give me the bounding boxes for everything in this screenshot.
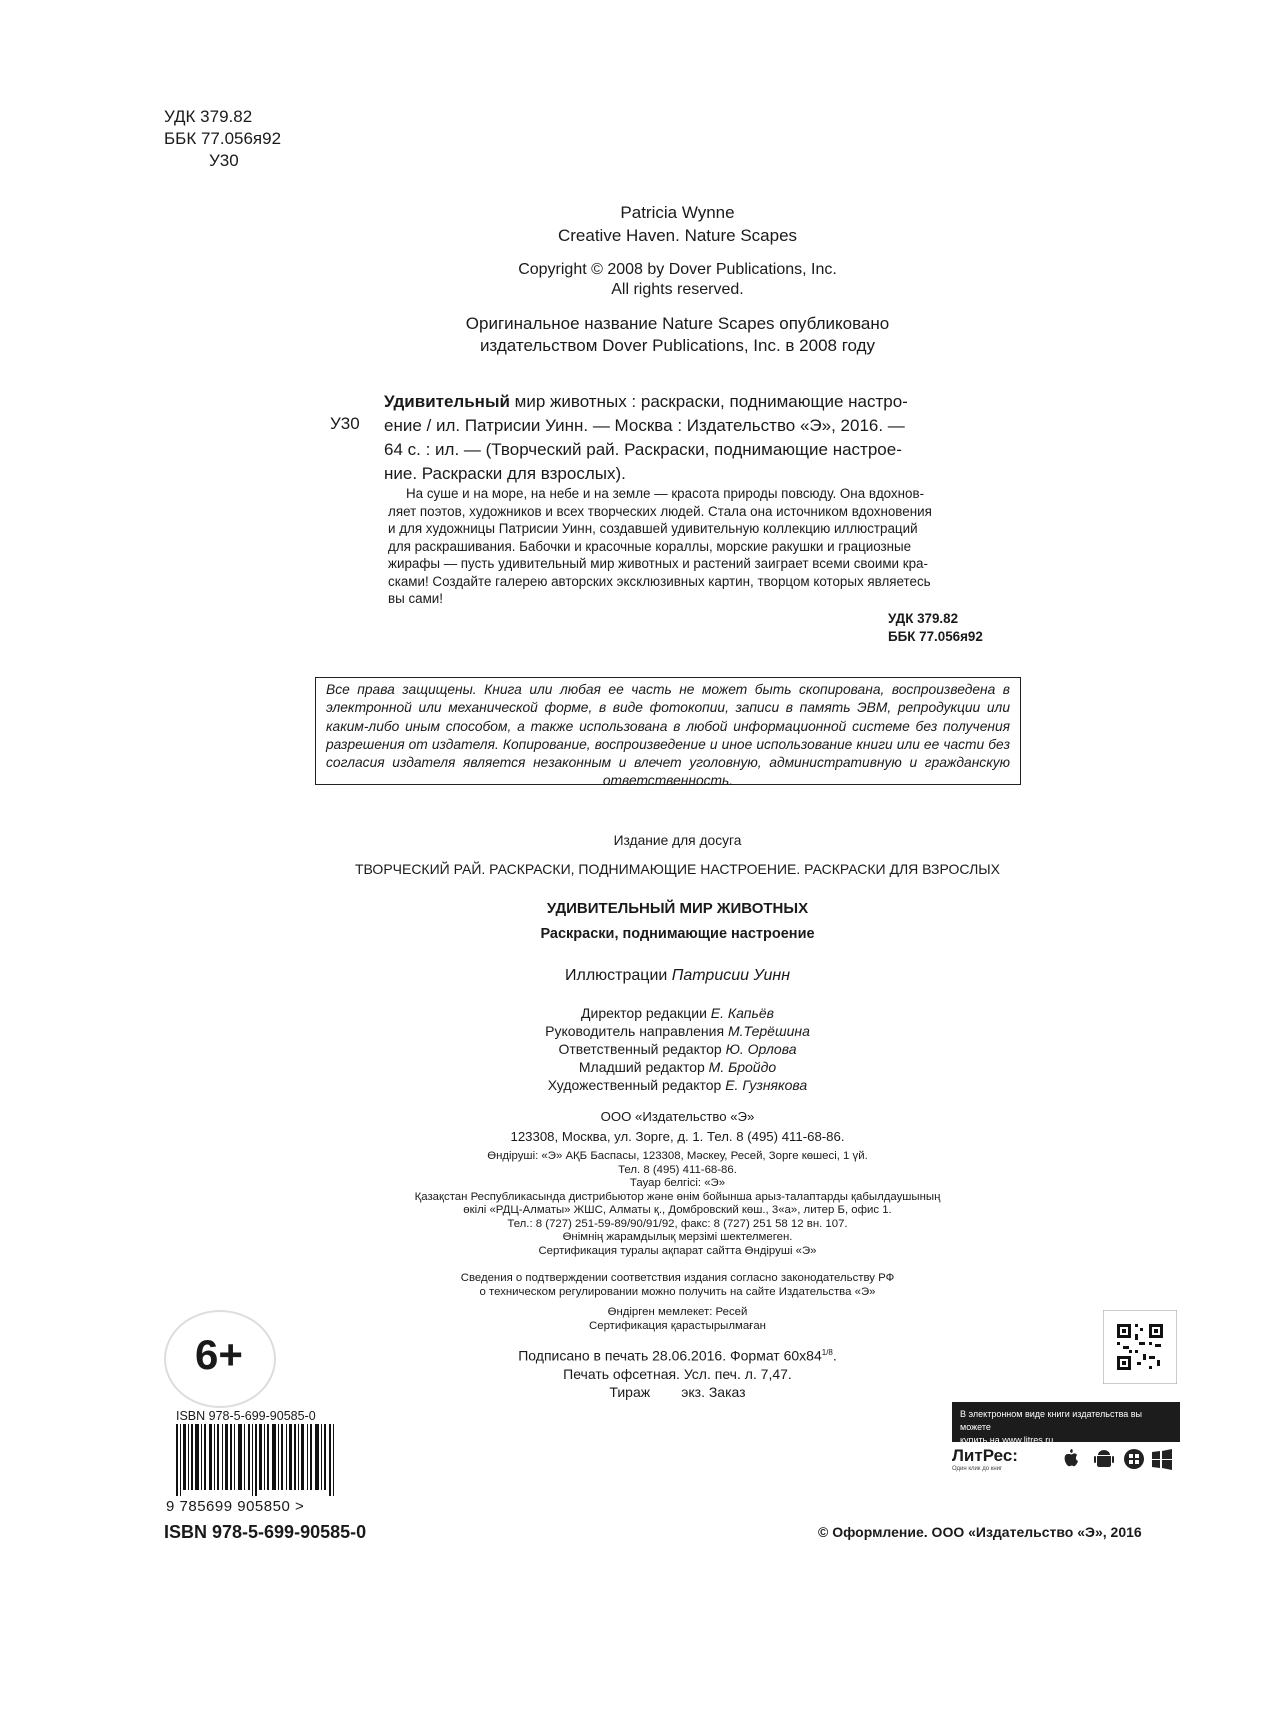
windows-phone-icon <box>1124 1449 1144 1469</box>
conformity-line: Сведения о подтверждении соответствия издания согласно законодательству РФ <box>460 1272 895 1284</box>
annotation <box>388 485 1006 608</box>
staff-name: Ю. Орлова <box>725 1041 797 1057</box>
kz-line: Тауар белгісі: «Э» <box>629 1177 726 1189</box>
annotation-line: вы сами! <box>388 591 444 606</box>
book-title: УДИВИТЕЛЬНЫЙ МИР ЖИВОТНЫХ <box>546 900 809 917</box>
original-author: Patricia Wynne <box>620 203 735 222</box>
print-line: Тираж экз. Заказ <box>609 1383 746 1400</box>
annotation-udk: УДК 379.82 <box>888 611 959 626</box>
kz-line: Сертификация туралы ақпарат сайтта Өндіруші «Э» <box>538 1244 817 1257</box>
design-copyright: © Оформление. ООО «Издательство «Э», 2016 <box>818 1524 1142 1540</box>
staff-name: М.Терёшина <box>727 1023 810 1039</box>
annotation-line: и для художницы Патрисии Уинн, создавшей удивительную коллекцию иллюстраций <box>388 521 918 536</box>
isbn-big: ISBN 978-5-699-90585-0 <box>164 1522 367 1542</box>
litres-promo <box>952 1402 1180 1445</box>
illustrations-label: Иллюстрации <box>564 967 668 984</box>
kz-line: Өндіруші: «Э» АҚБ Баспасы, 123308, Мәскеу, Ресей, Зорге көшесі, 1 үй. <box>487 1150 868 1162</box>
staff-line <box>0 1004 1270 1022</box>
barcode-icon <box>176 1424 336 1496</box>
staff-role: Художественный редактор <box>547 1077 722 1093</box>
kz-line: Өнімнің жарамдылық мерзімі шектелмеген. <box>562 1231 793 1243</box>
bib-line-3: 64 с. : ил. — (Творческий рай. Раскраски, поднимающие настрое- <box>384 440 902 459</box>
staff-name: Е. Гузнякова <box>725 1077 808 1093</box>
apple-icon <box>1065 1449 1078 1466</box>
kz-info <box>0 1150 1270 1258</box>
staff-line <box>0 1058 1270 1076</box>
kz-line: Тел. 8 (495) 411-68-86. <box>618 1163 737 1176</box>
bib-title-bold: Удивительный <box>384 392 510 411</box>
kz-line: Қазақстан Республикасында дистрибьютор және өнім бойынша арыз-талаптарды қабылдаушының <box>414 1190 941 1203</box>
annotation-index <box>888 610 983 646</box>
staff-role: Директор редакции <box>581 1005 707 1021</box>
annotation-bbk: ББК 77.056я92 <box>888 629 983 644</box>
staff-role: Ответственный редактор <box>558 1041 722 1057</box>
litres-promo-line-1: В электронном виде книги издательства вы можете <box>960 1409 1143 1432</box>
edition-type: Издание для досуга <box>613 833 742 848</box>
publisher-address: 123308, Москва, ул. Зорге, д. 1. Тел. 8 (495) 411-68-86. <box>510 1129 845 1144</box>
original-copyright: Copyright © 2008 by Dover Publications, Inc. <box>518 261 837 278</box>
conformity-info <box>0 1272 1270 1299</box>
book-subtitle: Раскраски, поднимающие настроение <box>540 926 815 942</box>
litres-promo-line-2: купить на www.litres.ru <box>960 1435 1054 1445</box>
bbk-code: ББК 77.056я92 <box>164 129 282 148</box>
udk-block-top <box>164 106 281 172</box>
litres-tagline: Один клик до книг <box>952 1466 1003 1472</box>
origin-line: Сертификация қарастырылмаған <box>589 1319 766 1332</box>
annotation-line: ляет поэтов, художников и всех творческих людей. Стала она источником вдохновения <box>388 503 932 519</box>
age-rating: 6+ <box>195 1331 243 1378</box>
staff-line <box>0 1040 1270 1058</box>
illustrations-credit <box>0 967 1270 985</box>
staff-credits <box>0 1004 1270 1094</box>
origin-line: Өндірген мемлекет: Ресей <box>607 1306 748 1318</box>
staff-line <box>0 1076 1270 1094</box>
staff-name: М. Бройдо <box>708 1059 777 1075</box>
original-name-line-2: издательством Dover Publications, Inc. в 2008 году <box>479 336 876 355</box>
bib-line-2: ение / ил. Патрисии Уинн. — Москва : Издательство «Э», 2016. — <box>384 416 905 435</box>
windows-icon <box>1152 1449 1172 1470</box>
annotation-line: для раскрашивания. Бабочки и красочные кораллы, морские ракушки и грациозные <box>388 538 912 554</box>
illustrations-name: Патрисии Уинн <box>671 967 791 984</box>
conformity-line: о техническом регулировании можно получить на сайте Издательства «Э» <box>479 1285 876 1298</box>
staff-name: Е. Капьёв <box>710 1005 774 1021</box>
staff-role: Руководитель направления <box>545 1023 725 1039</box>
print-line: Печать офсетная. Усл. печ. л. 7,47. <box>563 1365 792 1382</box>
isbn-small: ISBN 978-5-699-90585-0 <box>176 1409 316 1423</box>
rights-notice: Все права защищены. Книга или любая ее часть не может быть скопирована, воспроизведена в электронной или механической форме, в виде фотокопии, записи в память ЭВМ, репродукции или каким-либо иным способом, а также использована в любой информационной системе без получения разрешения от издателя. Копирование, воспроизведение и иное использование книги или ее части без согласия издателя является незаконным и влечет уголовную, административную и гражданскую ответственность. <box>315 677 1021 785</box>
original-title: Creative Haven. Nature Scapes <box>557 226 798 245</box>
staff-role: Младший редактор <box>578 1059 705 1075</box>
annotation-line: жирафы — пусть удивительный мир животных и растений заиграет всеми своими кра- <box>388 556 928 571</box>
author-mark: У30 <box>209 151 239 170</box>
publisher-name: ООО «Издательство «Э» <box>600 1109 755 1124</box>
annotation-line: сками! Создайте галерею авторских эксклюзивных картин, творцом которых являетесь <box>388 573 931 589</box>
bib-line-1: мир животных : раскраски, поднимающие настро- <box>514 392 908 411</box>
udk-code: УДК 379.82 <box>164 107 253 126</box>
bib-line-4: ние. Раскраски для взрослых). <box>384 464 626 483</box>
annotation-line: На суше и на море, на небе и на земле — красота природы повсюду. Она вдохнов- <box>406 486 925 501</box>
kz-line: өкілі «РДЦ-Алматы» ЖШС, Алматы қ., Домбровский көш., 3«а», литер Б, офис 1. <box>463 1204 892 1216</box>
bib-index: У30 <box>330 414 360 433</box>
original-rights: All rights reserved. <box>611 281 744 298</box>
series-title: ТВОРЧЕСКИЙ РАЙ. РАСКРАСКИ, ПОДНИМАЮЩИЕ НАСТРОЕНИЕ. РАСКРАСКИ ДЛЯ ВЗРОСЛЫХ <box>355 861 1000 877</box>
staff-line <box>0 1022 1270 1040</box>
android-icon <box>1094 1450 1114 1467</box>
qr-code-icon <box>1103 1310 1177 1384</box>
format-fraction: 1/8 <box>821 1348 833 1357</box>
platform-icons <box>1064 1448 1174 1470</box>
original-name-line-1: Оригинальное название Nature Scapes опубликовано <box>465 314 890 333</box>
bib-entry <box>384 390 1006 486</box>
barcode-number: 9 785699 905850 > <box>166 1498 305 1515</box>
kz-line: Тел.: 8 (727) 251-59-89/90/91/92, факс: 8 (727) 251 58 12 вн. 107. <box>507 1217 848 1230</box>
print-line: Подписано в печать 28.06.2016. Формат $60x84^{1/8}$. <box>518 1347 837 1364</box>
litres-logo: ЛитРес: <box>952 1446 1018 1465</box>
